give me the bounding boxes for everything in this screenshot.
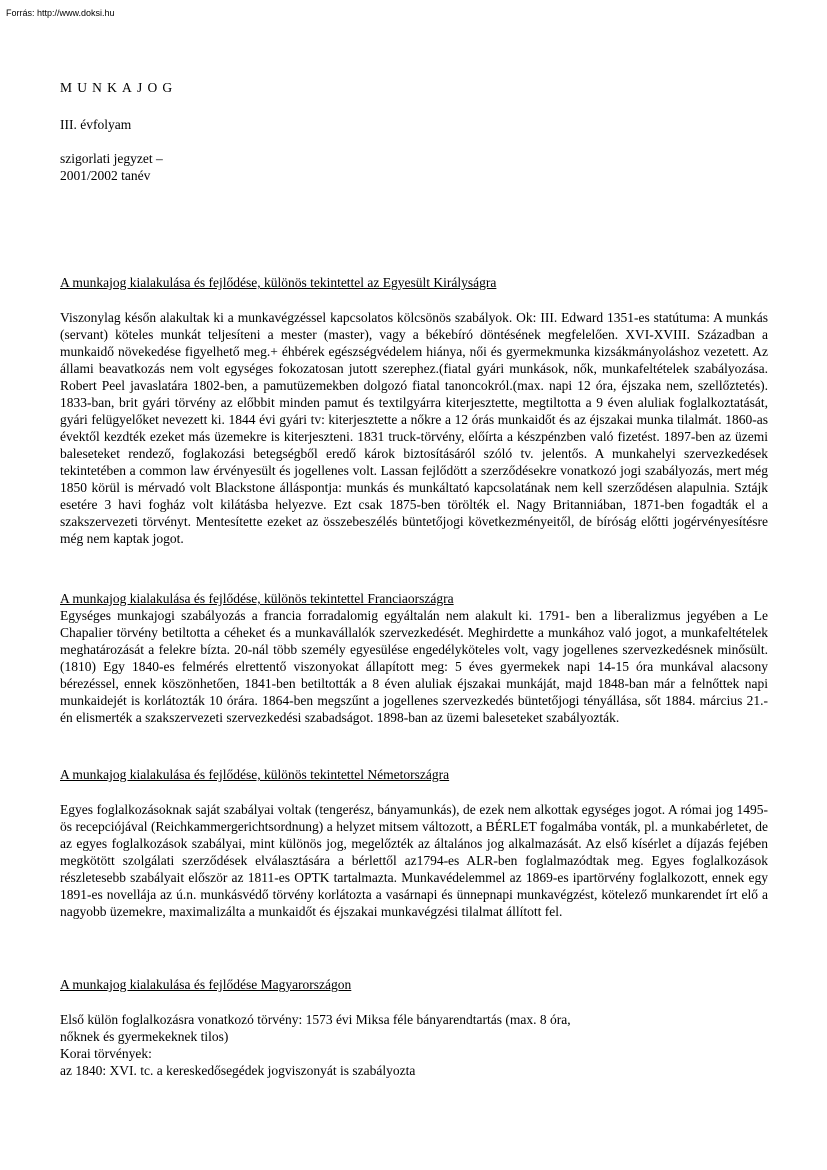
section-heading-hungary: A munkajog kialakulása és fejlődése Magyarországon	[60, 977, 352, 992]
hungary-line-4: az 1840: XVI. tc. a kereskedősegédek jogviszonyát is szabályozta	[60, 1063, 416, 1078]
section-body-hungary	[60, 1011, 768, 1079]
section-heading-france: A munkajog kialakulása és fejlődése, különös tekintettel Franciaországra	[60, 591, 454, 606]
section-heading-germany: A munkajog kialakulása és fejlődése, különös tekintettel Németországra	[60, 767, 450, 782]
subject-label	[60, 150, 163, 184]
document-title: MUNKAJOG	[60, 80, 178, 95]
hungary-line-1: Első külön foglalkozásra vonatkozó törvény: 1573 évi Miksa féle bányarendtartás (max. 8 óra,	[60, 1012, 571, 1027]
section-heading-uk: A munkajog kialakulása és fejlődése, különös tekintettel az Egyesült Királyságra	[60, 275, 497, 290]
subject-line-1: szigorlati jegyzet –	[60, 151, 163, 166]
section-body-france: Egységes munkajogi szabályozás a francia forradalomig egyáltalán nem alakult ki. 1791- ben a liberalizmus jegyében a Le Chapalier törvény betiltotta a céheket és a munkavállalók szervezkedését. Meghirdette a munkához való jogot, a munkafeltételek meghatározását a felekre bízta. 20-nál több személy egyesülése engedélyköteles volt, vagy jogellenes szervezkedésnek minősült.(1810) Egy 1840-es felmérés elrettentő viszonyokat állapított meg: 5 éves gyermekek napi 14-15 óra munkával alacsony bérezéssel, ennek köszönhetően, 1841-ben betiltották a 8 éven aluliak éjszakai munkáját, majd 1848-ban már a felnőttek napi munkaidejét is korlátozták 10 órára. 1864-ben megszűnt a jogellenes szervezkedés büntetőjogi tényállása, sőt 1884. március 21.-én elismerték a szakszervezeti szervezkedési szabadságot. 1898-ban az üzemi baleseteket szabályozták.	[60, 608, 768, 725]
subject-line-2: 2001/2002 tanév	[60, 168, 151, 183]
section-body-germany: Egyes foglalkozásoknak saját szabályai voltak (tengerész, bányamunkás), de ezek nem alkottak egységes jogot. A római jog 1495-ös recepciójával (Reichkammergerichtsordnung) a helyzet mitsem változott, a BÉRLET fogalmába vonták, pl. a munkabérletet, de az egyes foglalkozások szabályai, mint különös jog, megelőzték az általános jog alkalmazását. Az első kísérlet a díjazás fejében megkötött szolgálati szerződések elválasztására a bérlettől az1794-es ALR-ben foglalmazódtak meg. Egyes foglalkozások részletesebb szabályait először az 1811-es OPTK tartalmazta. Munkavédelemmel az 1869-es ipartörvény foglalkozott, ennek egy 1891-es novellája az ú.n. munkásvédő törvény korlátozta a vasárnapi és ünnepnapi munkavégzést, kötelező munkarendet írt elő a nagyobb üzemekre, maximalizálta a munkaidőt és éjszakai munkavégzési tilalmat állított fel.	[60, 802, 768, 919]
section-body-uk: Viszonylag későn alakultak ki a munkavégzéssel kapcsolatos kölcsönös szabályok. Ok: III. Edward 1351-es statútuma: A munkás (servant) köteles munkát teljesíteni a mester (master), vagy a békebíró döntésének megfelelően. XVI-XVIII. Században a munkaidő növekedése figyelhető meg.+ éhbérek egészségvédelem hiánya, női és gyermekmunka kizsákmányoláshoz vezetett. Az állami beavatkozás nem volt egységes fokozatosan jutott szerephez.(fiatal gyári munkások, nők, munkafeltételek szabályozása. Robert Peel javaslatára 1802-ben, a pamutüzemekben dolgozó fiatal tanoncokról.(max. napi 12 óra, éjszaka nem, szellőztetés). 1833-ban, brit gyári törvény az előbbit minden pamut és textilgyárra kiterjesztette, megtiltotta a 9 éven aluliak foglalkoztatását, gyári felügyelőket nevezett ki. 1844 évi gyári tv: kiterjesztette a nőkre a 12 órás munkaidőt és az éjszakai munka tilalmát. 1860-as évektől kezdték ezeket más üzemekre is kiterjeszteni. 1831 truck-törvény, előírta a készpénzben való fizetést. 1897-ben az üzemi baleseteket rendező, foglakozási betegségből eredő károk biztosításáról szóló tv. jelentős. A munkahelyi szervezkedések tekintetében a common law érvényesült és jogellenes volt. Lassan fejlődött a szerződésekre vonatkozó jogi szabályozás, mert még 1850 körül is mérvadó volt Blackstone álláspontja: munkás és munkáltató kapcsolatának nem kell szerződésen alapulnia. Sztájk esetére 3 havi fogház volt kilátásba helyezve. Ezt csak 1875-ben törölték el. Nagy Britanniában, 1871-ben fogadták el a szakszervezeti törvényt. Mentesítette ezeket az összebeszélés büntetőjogi következményeitől, de bíróság előtti jogérvényesítésre még nem kaptak jogot.	[60, 310, 768, 546]
year-label: III. évfolyam	[60, 117, 132, 132]
hungary-line-2: nőknek és gyermekeknek tilos)	[60, 1029, 229, 1044]
hungary-line-3: Korai törvények:	[60, 1046, 152, 1061]
source-note: Forrás: http://www.doksi.hu	[6, 8, 115, 18]
